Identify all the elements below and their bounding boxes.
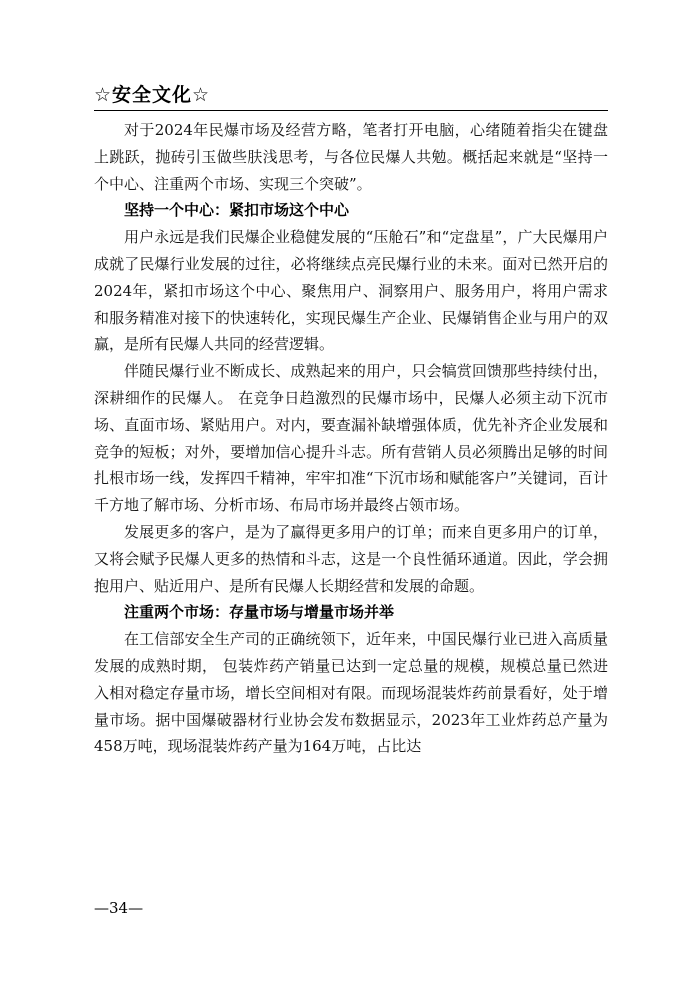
article-body — [94, 117, 608, 760]
paragraph-virtuous-cycle: 发展更多的客户，是为了赢得更多用户的订单；而来自更多用户的订单，又将会赋予民爆人更多的热情和斗志，这是一个良性循环通道。因此，学会拥抱用户、贴近用户、是所有民爆人长期经营和发展的命题。 — [94, 522, 608, 595]
page-number: —34— — [94, 899, 144, 917]
header-rule — [94, 110, 608, 111]
subheading-two-markets: 注重两个市场：存量市场与增量市场并举 — [124, 603, 395, 622]
paragraph-intro: 对于2024年民爆市场及经营方略，笔者打开电脑，心绪随着指尖在键盘上跳跃，抛砖引玉做些肤浅思考，与各位民爆人共勉。概括起来就是“坚持一个中心、注重两个市场、实现三个突破”。 — [94, 121, 608, 193]
section-header-title: ☆安全文化☆ — [94, 84, 211, 106]
paragraph-market-deepening: 伴随民爆行业不断成长、成熟起来的用户，只会犒赏回馈那些持续付出，深耕细作的民爆人。 在竞争日趋激烈的民爆市场中，民爆人必须主动下沉市场、直面市场、紧贴用户。对内，要查漏补缺增强体质，优先补齐企业发展和竞争的短板；对外，要增加信心提升斗志。所有营销人员必须腾出足够的时间扎根市场一线，发挥四千精神，牢牢扣准“下沉市场和赋能客户”关键词，百计千方地了解市场、分析市场、布局市场并最终占领市场。 — [94, 362, 608, 515]
paragraph-industry-data: 在工信部安全生产司的正确统领下，近年来，中国民爆行业已进入高质量发展的成熟时期， 包装炸药产销量已达到一定总量的规模，规模总量已然进入相对稳定存量市场，增长空间相对有限。而现场混装炸药前景看好，处于增量市场。据中国爆破器材行业协会发布数据显示，2023年工业炸药总产量为458万吨，现场混装炸药产量为164万吨，占比达 — [94, 630, 608, 756]
paragraph-users-foundation: 用户永远是我们民爆企业稳健发展的“压舱石”和“定盘星”，广大民爆用户成就了民爆行业发展的过往，必将继续点亮民爆行业的未来。面对已然开启的2024年，紧扣市场这个中心、聚焦用户、洞察用户、服务用户，将用户需求和服务精准对接下的快速转化，实现民爆生产企业、民爆销售企业与用户的双赢，是所有民爆人共同的经营逻辑。 — [94, 228, 608, 354]
subheading-one-center: 坚持一个中心：紧扣市场这个中心 — [124, 201, 350, 220]
